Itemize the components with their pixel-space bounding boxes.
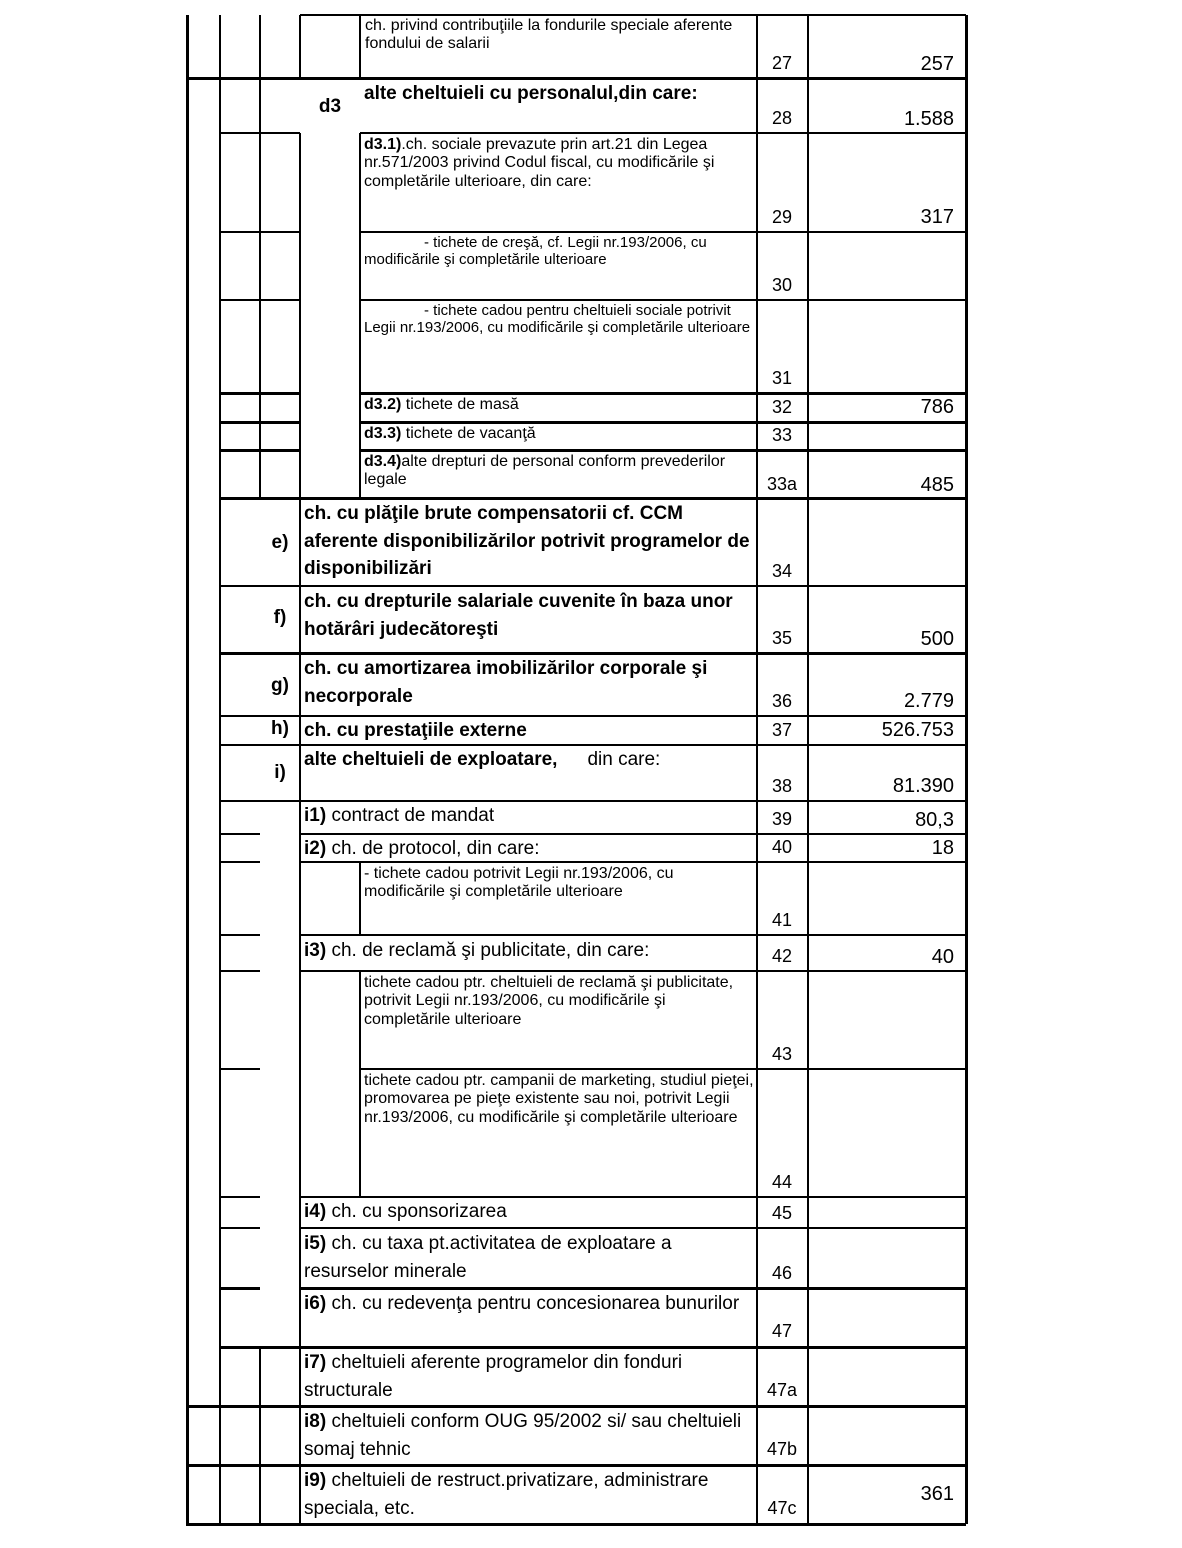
- row-label: [364, 80, 756, 108]
- row-label-text: ch. de reclamă şi publicitate, din care:: [326, 940, 650, 961]
- row-label-prefix: i8): [304, 1411, 327, 1432]
- row-label-text: ch. cu taxa pt.activitatea de exploatare a resurselor minerale: [304, 1233, 672, 1282]
- row-code: 45: [771, 1203, 793, 1223]
- row-label-prefix: d3.1): [364, 136, 402, 153]
- row-label: [304, 717, 756, 745]
- row-label-text: .ch. sociale prevazute prin art.21 din Legea nr.571/2003 privind Codul fiscal, cu modificările şi completările ulterioare, din care:: [364, 136, 715, 190]
- row-label-prefix: d3.3): [364, 425, 402, 442]
- row-code: 39: [771, 809, 793, 829]
- row-value: 485: [920, 474, 954, 496]
- row-label-prefix: d3.2): [364, 396, 402, 413]
- grid-line: [299, 15, 301, 78]
- row-label-text: contract de mandat: [326, 805, 495, 826]
- grid-line: [807, 15, 809, 1524]
- row-code: 37: [771, 720, 793, 740]
- row-label: [364, 396, 754, 414]
- row-label: [364, 865, 754, 902]
- row-label: [304, 1290, 756, 1318]
- row-label-text: ch. cu prestaţiile externe: [304, 720, 527, 741]
- row-value: 81.390: [892, 775, 954, 797]
- grid-line: [220, 833, 260, 835]
- row-value: 40: [931, 946, 954, 968]
- row-code: 28: [771, 108, 793, 128]
- row-code: 33a: [766, 474, 798, 494]
- grid-line: [220, 1196, 260, 1198]
- grid-line: [300, 14, 966, 16]
- row-label-prefix: i5): [304, 1233, 327, 1254]
- row-label: [304, 588, 756, 643]
- row-code: 44: [771, 1172, 793, 1192]
- row-label-text: ch. cu redevenţa pentru concesionarea bunurilor: [326, 1293, 740, 1314]
- grid-line: [756, 15, 758, 1524]
- grid-line: [259, 1347, 261, 1524]
- row-label-text: ch. cu amortizarea imobilizărilor corporale şi necorporale: [304, 658, 708, 707]
- row-code: 47a: [766, 1380, 798, 1400]
- row-code: 35: [771, 628, 793, 648]
- row-label: [364, 136, 756, 191]
- row-label-prefix: d3.4): [364, 453, 402, 470]
- row-value: 317: [920, 206, 954, 228]
- row-marker: h): [271, 718, 289, 739]
- grid-line: [259, 15, 261, 498]
- row-label-prefix: i1): [304, 805, 327, 826]
- row-value: 1.588: [903, 108, 954, 130]
- grid-line: [220, 1287, 260, 1290]
- row-code: 27: [771, 53, 793, 73]
- row-label-suffix: din care:: [587, 749, 661, 770]
- grid-line: [220, 934, 260, 936]
- grid-line: [220, 970, 260, 972]
- row-label-text: alte cheltuieli de exploatare,: [304, 749, 558, 770]
- row-label-text: ch. de protocol, din care:: [326, 838, 540, 859]
- row-label-prefix: i9): [304, 1470, 327, 1491]
- row-value: 2.779: [903, 690, 954, 712]
- grid-line: [360, 421, 966, 424]
- row-code: 47c: [767, 1498, 797, 1518]
- row-label-text: cheltuieli de restruct.privatizare, administrare speciala, etc.: [304, 1470, 709, 1519]
- grid-line: [359, 971, 361, 1197]
- row-label: [304, 1349, 756, 1404]
- row-label-text: ch. privind contribuţiile la fondurile speciale aferente fondului de salarii: [365, 17, 733, 53]
- row-label: [304, 500, 756, 583]
- row-value: 526.753: [881, 719, 954, 741]
- row-label: [304, 937, 756, 965]
- grid-line: [360, 231, 966, 233]
- row-code: 40: [771, 837, 793, 857]
- row-value: 18: [931, 837, 954, 859]
- row-label-text: - tichete de creşă, cf. Legii nr.193/2006, cu modificările şi completările ulterioare: [364, 234, 707, 269]
- grid-line: [220, 1227, 260, 1229]
- row-label-text: cheltuieli aferente programelor din fonduri structurale: [304, 1352, 683, 1401]
- row-label: [304, 1467, 756, 1522]
- grid-line: [186, 15, 189, 1524]
- row-label: [304, 1230, 756, 1285]
- grid-line: [360, 449, 966, 452]
- row-code: 31: [771, 368, 793, 388]
- row-label: [364, 1072, 754, 1127]
- row-label: [304, 835, 756, 863]
- row-code: 33: [771, 425, 793, 445]
- grid-line: [300, 970, 966, 972]
- row-label: [364, 234, 754, 269]
- row-code: 41: [771, 910, 793, 930]
- row-label: [364, 425, 754, 443]
- row-label: [304, 1198, 756, 1226]
- row-marker: i): [274, 762, 286, 783]
- row-label-text: alte cheltuieli cu personalul,din care:: [364, 83, 698, 104]
- row-code: 36: [771, 691, 793, 711]
- row-marker: e): [271, 532, 289, 553]
- row-label: [304, 802, 756, 830]
- row-label-prefix: i3): [304, 940, 327, 961]
- row-label-prefix: i4): [304, 1201, 327, 1222]
- row-code: 42: [771, 946, 793, 966]
- row-value: 361: [920, 1483, 954, 1505]
- grid-line: [965, 15, 968, 1524]
- row-label-prefix: i7): [304, 1352, 327, 1373]
- row-value: 786: [920, 396, 954, 418]
- row-code: 47: [771, 1321, 793, 1341]
- grid-line: [220, 861, 260, 863]
- row-value: 257: [920, 53, 954, 75]
- grid-line: [299, 133, 301, 1524]
- row-label: [304, 746, 756, 774]
- row-label: [364, 974, 754, 1029]
- row-marker: f): [273, 607, 287, 628]
- grid-line: [300, 934, 966, 936]
- row-marker: g): [271, 675, 289, 696]
- grid-line: [186, 1523, 966, 1526]
- row-code: 43: [771, 1044, 793, 1064]
- grid-line: [220, 585, 966, 587]
- row-label-text: ch. cu drepturile salariale cuvenite în baza unor hotărâri judecătoreşti: [304, 591, 733, 640]
- row-label-text: ch. cu plăţile brute compensatorii cf. CCM aferente disponibilizărilor potrivit programelor de disponibilizări: [304, 503, 750, 580]
- row-label: [365, 17, 755, 54]
- grid-line: [359, 862, 361, 935]
- row-label: [304, 655, 756, 710]
- row-code: 47b: [766, 1439, 798, 1459]
- row-code: 29: [771, 207, 793, 227]
- row-label-text: cheltuieli conform OUG 95/2002 si/ sau cheltuieli somaj tehnic: [304, 1411, 742, 1460]
- row-code: 38: [771, 776, 793, 796]
- row-label-text: tichete de masă: [401, 396, 519, 413]
- row-code: 30: [771, 275, 793, 295]
- row-code: 34: [771, 561, 793, 581]
- grid-line: [359, 15, 361, 78]
- row-label-prefix: i2): [304, 838, 327, 859]
- row-marker: d3: [318, 96, 342, 117]
- row-label: [304, 1408, 756, 1463]
- row-label-text: tichete cadou ptr. campanii de marketing, studiul pieţei, promovarea pe pieţe existente sau noi, potrivit Legii nr.193/2006, cu modificările şi completările ulterioare: [364, 1072, 754, 1126]
- row-value: 80,3: [915, 809, 954, 831]
- grid-line: [300, 1227, 966, 1229]
- grid-line: [360, 392, 966, 395]
- grid-line: [360, 132, 966, 134]
- row-label-prefix: i6): [304, 1293, 327, 1314]
- row-label-text: - tichete cadou pentru cheltuieli sociale potrivit Legii nr.193/2006, cu modificările şi completările ulterioare: [364, 302, 751, 337]
- row-label: [364, 453, 754, 490]
- grid-line: [360, 1068, 966, 1070]
- row-value: 500: [920, 628, 954, 650]
- row-label-text: tichete de vacanţă: [401, 425, 536, 442]
- grid-line: [360, 299, 966, 301]
- row-label-text: ch. cu sponsorizarea: [326, 1201, 507, 1222]
- grid-line: [220, 1068, 260, 1070]
- row-label-text: tichete cadou ptr. cheltuieli de reclamă şi publicitate, potrivit Legii nr.193/2006, cu modificările şi completările ulterioare: [364, 974, 734, 1028]
- grid-line: [219, 15, 221, 1524]
- row-label-text: alte drepturi de personal conform prevederilor legale: [364, 453, 726, 489]
- row-code: 32: [771, 397, 793, 417]
- row-label-text: - tichete cadou potrivit Legii nr.193/2006, cu modificările şi completările ulterioare: [364, 865, 674, 901]
- row-code: 46: [771, 1263, 793, 1283]
- row-label: [364, 302, 754, 337]
- grid-line: [359, 133, 361, 498]
